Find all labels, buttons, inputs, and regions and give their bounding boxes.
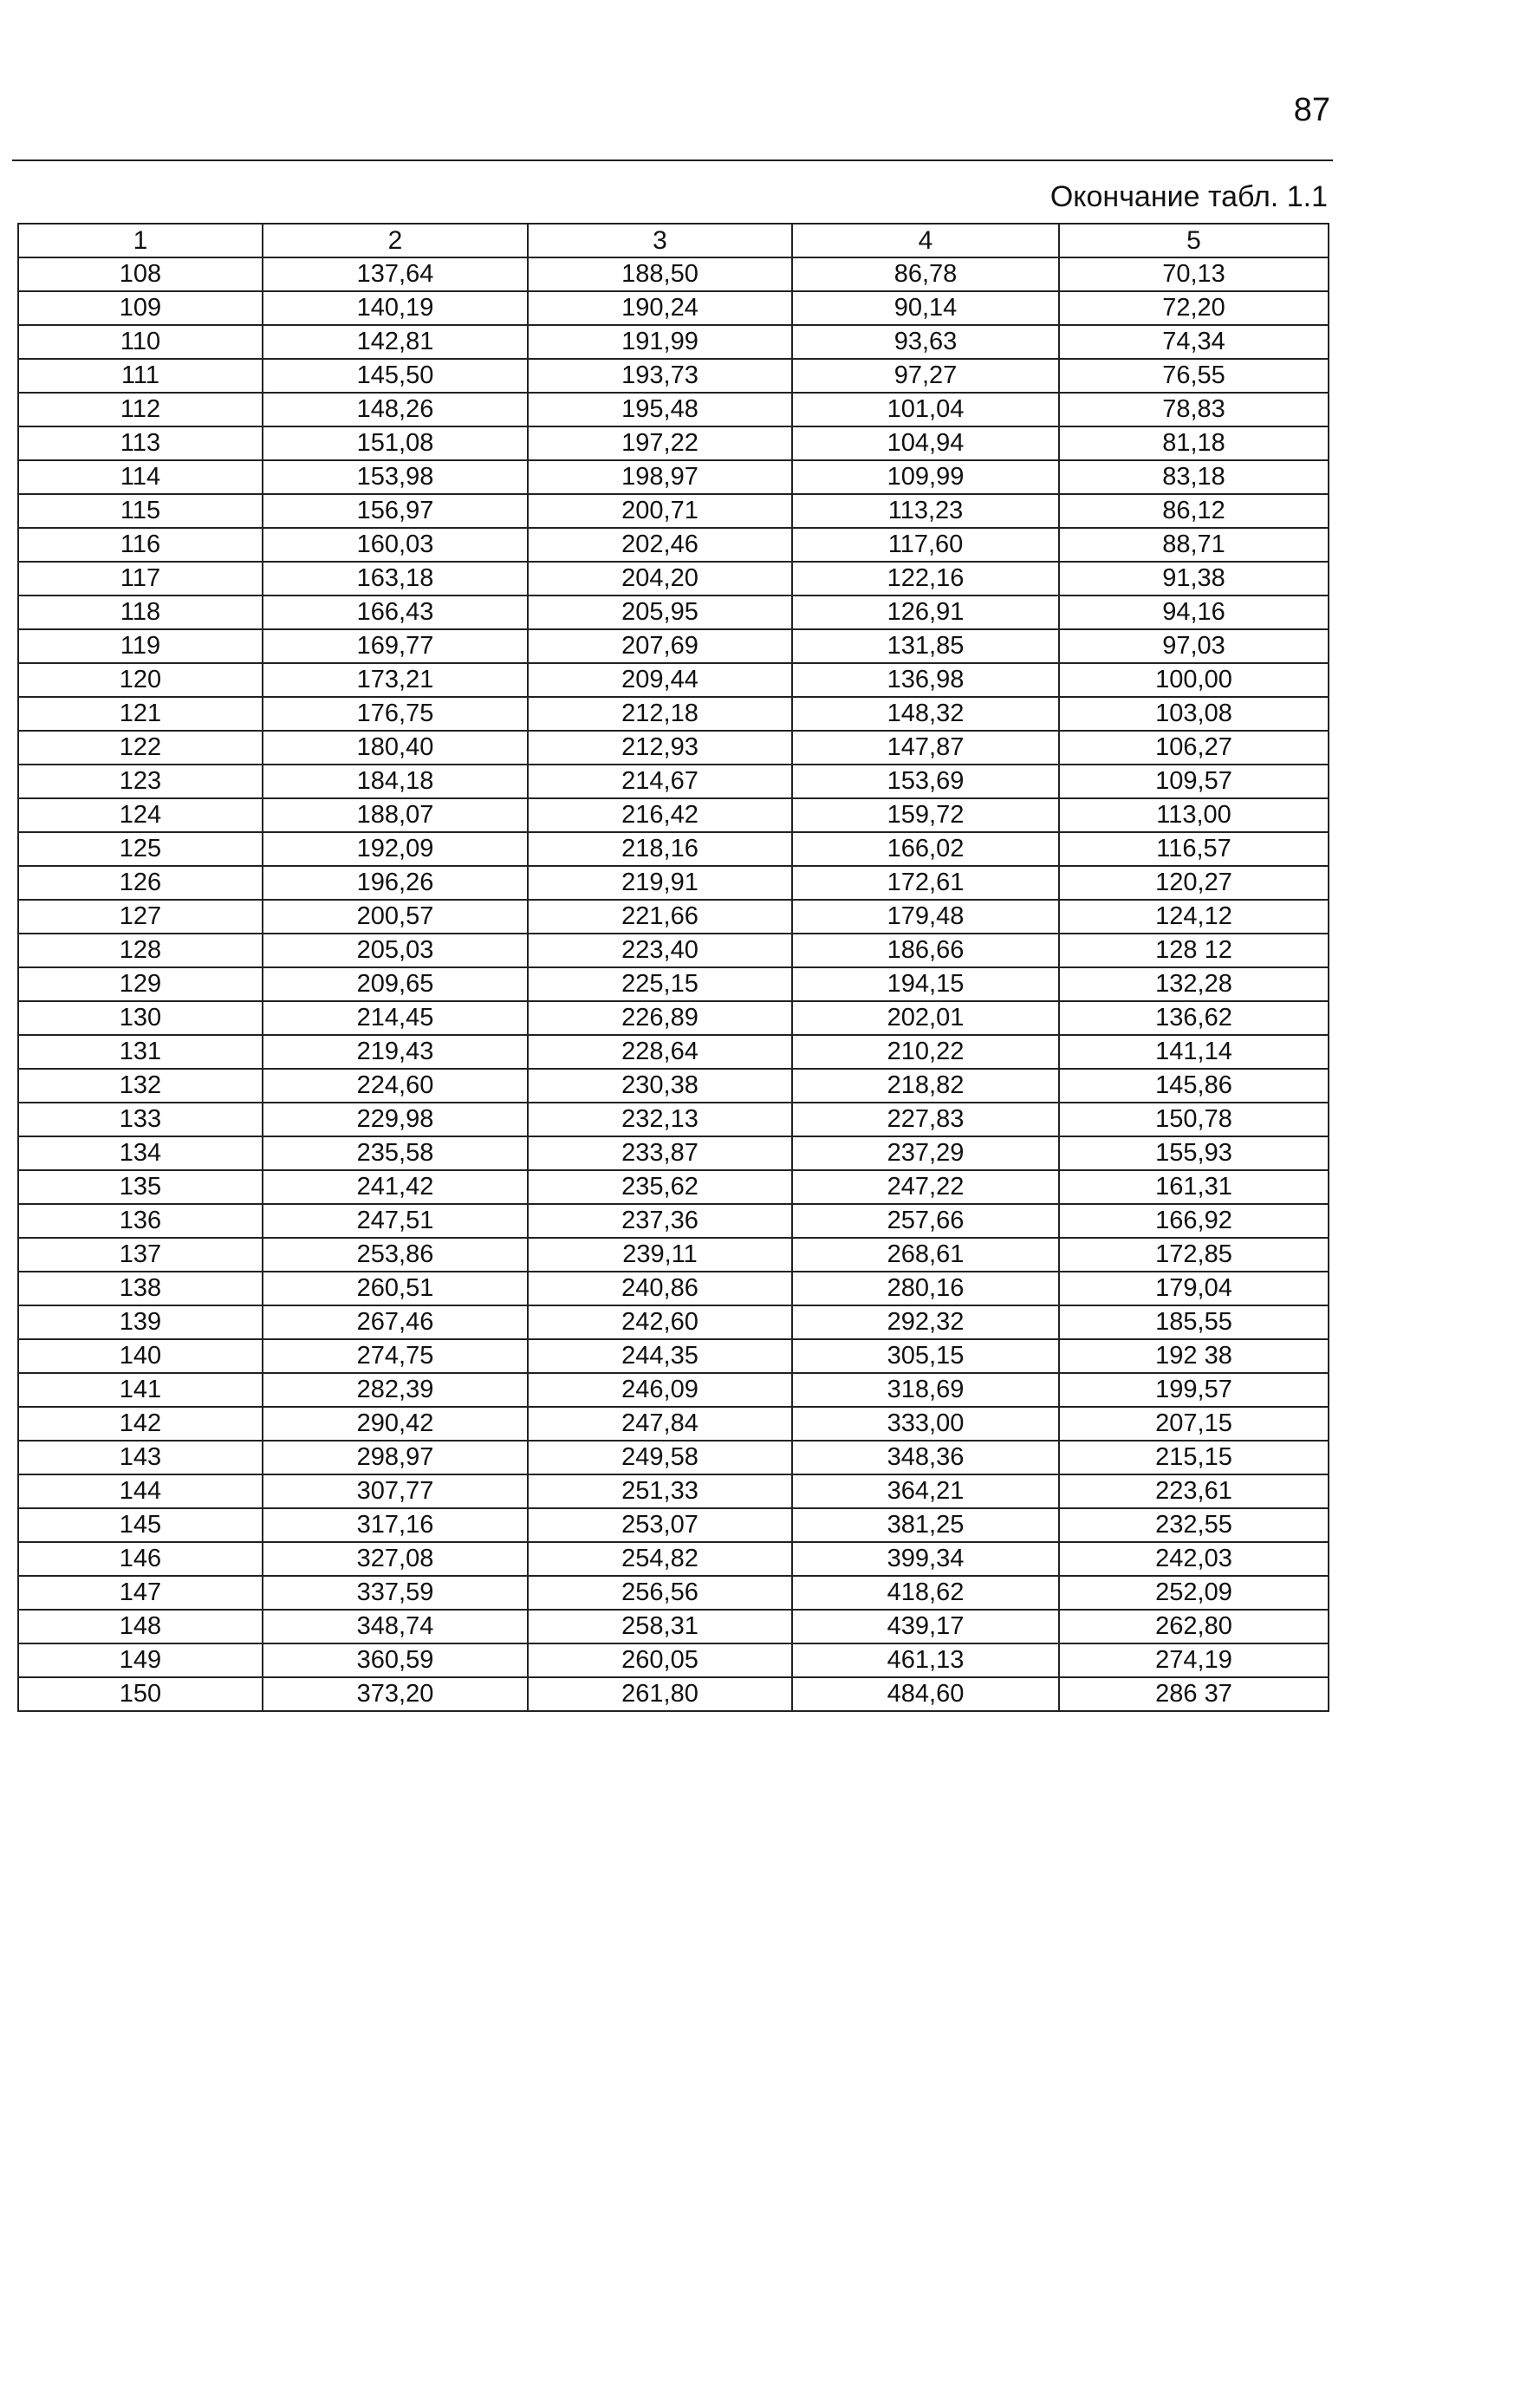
table-cell: 120,27	[1059, 866, 1329, 900]
table-cell: 209,44	[528, 663, 792, 697]
table-row	[18, 460, 1329, 494]
table-cell: 140,19	[263, 291, 528, 325]
table-cell: 176,75	[263, 697, 528, 731]
table-cell: 307,77	[263, 1474, 528, 1508]
table-row	[18, 663, 1329, 697]
table-cell: 195,48	[528, 393, 792, 426]
table-cell: 116,57	[1059, 832, 1329, 866]
table-cell: 103,08	[1059, 697, 1329, 731]
table-cell: 130	[18, 1001, 263, 1035]
table-cell: 150,78	[1059, 1103, 1329, 1136]
table-cell: 235,62	[528, 1170, 792, 1204]
table-cell: 317,16	[263, 1508, 528, 1542]
table-cell: 337,59	[263, 1576, 528, 1610]
table-row	[18, 900, 1329, 934]
table-cell: 132	[18, 1069, 263, 1103]
table-cell: 214,67	[528, 765, 792, 798]
table-row	[18, 1170, 1329, 1204]
table-cell: 159,72	[792, 798, 1059, 832]
table-cell: 145,50	[263, 359, 528, 393]
table-cell: 134	[18, 1136, 263, 1170]
table-cell: 104,94	[792, 426, 1059, 460]
table-cell: 274,19	[1059, 1643, 1329, 1677]
table-cell: 241,42	[263, 1170, 528, 1204]
table-cell: 144	[18, 1474, 263, 1508]
table-cell: 153,69	[792, 765, 1059, 798]
table-cell: 247,84	[528, 1407, 792, 1441]
table-cell: 148,32	[792, 697, 1059, 731]
table-cell: 70,13	[1059, 257, 1329, 291]
table-cell: 242,03	[1059, 1542, 1329, 1576]
table-cell: 290,42	[263, 1407, 528, 1441]
table-cell: 115	[18, 494, 263, 528]
table-caption: Окончание табл. 1.1	[1049, 180, 1328, 213]
table-cell: 260,05	[528, 1643, 792, 1677]
table-cell: 232,55	[1059, 1508, 1329, 1542]
table-cell: 135	[18, 1170, 263, 1204]
table-cell: 267,46	[263, 1305, 528, 1339]
table-cell: 226,89	[528, 1001, 792, 1035]
column-header: 2	[263, 224, 528, 257]
table-cell: 233,87	[528, 1136, 792, 1170]
table-cell: 78,83	[1059, 393, 1329, 426]
table-cell: 418,62	[792, 1576, 1059, 1610]
table-cell: 240,86	[528, 1272, 792, 1305]
table-cell: 173,21	[263, 663, 528, 697]
table-cell: 268,61	[792, 1238, 1059, 1272]
table-row	[18, 765, 1329, 798]
table-row	[18, 967, 1329, 1001]
table-cell: 191,99	[528, 325, 792, 359]
table-cell: 185,55	[1059, 1305, 1329, 1339]
table-cell: 218,82	[792, 1069, 1059, 1103]
table-cell: 145,86	[1059, 1069, 1329, 1103]
table-row	[18, 1103, 1329, 1136]
table-cell: 94,16	[1059, 595, 1329, 629]
table-cell: 142	[18, 1407, 263, 1441]
table-row	[18, 595, 1329, 629]
table-cell: 74,34	[1059, 325, 1329, 359]
table-cell: 216,42	[528, 798, 792, 832]
table-cell: 142,81	[263, 325, 528, 359]
table-cell: 163,18	[263, 562, 528, 595]
table-cell: 219,43	[263, 1035, 528, 1069]
table-cell: 210,22	[792, 1035, 1059, 1069]
table-cell: 188,07	[263, 798, 528, 832]
table-cell: 172,85	[1059, 1238, 1329, 1272]
table-cell: 204,20	[528, 562, 792, 595]
table-cell: 136,98	[792, 663, 1059, 697]
table-cell: 192 38	[1059, 1339, 1329, 1373]
table-cell: 114	[18, 460, 263, 494]
table-cell: 197,22	[528, 426, 792, 460]
table-cell: 364,21	[792, 1474, 1059, 1508]
table-cell: 100,00	[1059, 663, 1329, 697]
table-cell: 228,64	[528, 1035, 792, 1069]
table-row	[18, 359, 1329, 393]
table-cell: 333,00	[792, 1407, 1059, 1441]
table-cell: 260,51	[263, 1272, 528, 1305]
table-cell: 166,02	[792, 832, 1059, 866]
table-cell: 305,15	[792, 1339, 1059, 1373]
table-row	[18, 1407, 1329, 1441]
table-cell: 106,27	[1059, 731, 1329, 765]
table-cell: 348,36	[792, 1441, 1059, 1474]
table-cell: 90,14	[792, 291, 1059, 325]
table-cell: 232,13	[528, 1103, 792, 1136]
table-cell: 122,16	[792, 562, 1059, 595]
table-cell: 112	[18, 393, 263, 426]
table-cell: 292,32	[792, 1305, 1059, 1339]
table-row	[18, 494, 1329, 528]
table-cell: 150	[18, 1677, 263, 1711]
table-cell: 246,09	[528, 1373, 792, 1407]
table-cell: 179,48	[792, 900, 1059, 934]
table-cell: 97,03	[1059, 629, 1329, 663]
table-cell: 88,71	[1059, 528, 1329, 562]
table-cell: 214,45	[263, 1001, 528, 1035]
table-cell: 219,91	[528, 866, 792, 900]
table-cell: 221,66	[528, 900, 792, 934]
table-row	[18, 1136, 1329, 1170]
table-cell: 373,20	[263, 1677, 528, 1711]
table-cell: 86,78	[792, 257, 1059, 291]
table-cell: 124,12	[1059, 900, 1329, 934]
table-cell: 169,77	[263, 629, 528, 663]
table-cell: 190,24	[528, 291, 792, 325]
table-cell: 91,38	[1059, 562, 1329, 595]
table-row	[18, 731, 1329, 765]
table-cell: 151,08	[263, 426, 528, 460]
table-cell: 117,60	[792, 528, 1059, 562]
table-cell: 218,16	[528, 832, 792, 866]
table-cell: 119	[18, 629, 263, 663]
table-cell: 140	[18, 1339, 263, 1373]
table-cell: 124	[18, 798, 263, 832]
table-row	[18, 291, 1329, 325]
table-cell: 76,55	[1059, 359, 1329, 393]
table-row	[18, 1373, 1329, 1407]
table-row	[18, 1272, 1329, 1305]
table-cell: 109,57	[1059, 765, 1329, 798]
table-cell: 101,04	[792, 393, 1059, 426]
table-row	[18, 393, 1329, 426]
table-cell: 122	[18, 731, 263, 765]
table-cell: 137,64	[263, 257, 528, 291]
table-cell: 237,36	[528, 1204, 792, 1238]
table-cell: 237,29	[792, 1136, 1059, 1170]
column-number-row	[18, 224, 1329, 257]
table-cell: 126,91	[792, 595, 1059, 629]
table-cell: 109,99	[792, 460, 1059, 494]
table-cell: 113,23	[792, 494, 1059, 528]
table-cell: 198,97	[528, 460, 792, 494]
table-cell: 348,74	[263, 1610, 528, 1643]
table-cell: 192,09	[263, 832, 528, 866]
table-cell: 252,09	[1059, 1576, 1329, 1610]
table-cell: 186,66	[792, 934, 1059, 967]
table-cell: 225,15	[528, 967, 792, 1001]
table-cell: 108	[18, 257, 263, 291]
table-row	[18, 325, 1329, 359]
table-row	[18, 697, 1329, 731]
table-row	[18, 1069, 1329, 1103]
table-cell: 230,38	[528, 1069, 792, 1103]
table-cell: 125	[18, 832, 263, 866]
table-row	[18, 1643, 1329, 1677]
table-cell: 120	[18, 663, 263, 697]
column-header: 3	[528, 224, 792, 257]
table-cell: 137	[18, 1238, 263, 1272]
table-cell: 202,46	[528, 528, 792, 562]
table-cell: 128	[18, 934, 263, 967]
table-row	[18, 1677, 1329, 1711]
table-cell: 244,35	[528, 1339, 792, 1373]
table-cell: 133	[18, 1103, 263, 1136]
table-cell: 261,80	[528, 1677, 792, 1711]
table-cell: 113,00	[1059, 798, 1329, 832]
table-cell: 129	[18, 967, 263, 1001]
table-row	[18, 1305, 1329, 1339]
table-cell: 253,07	[528, 1508, 792, 1542]
table-cell: 97,27	[792, 359, 1059, 393]
table-cell: 461,13	[792, 1643, 1059, 1677]
table-cell: 262,80	[1059, 1610, 1329, 1643]
table-row	[18, 832, 1329, 866]
column-header: 5	[1059, 224, 1329, 257]
table-cell: 227,83	[792, 1103, 1059, 1136]
table-cell: 257,66	[792, 1204, 1059, 1238]
table-cell: 109	[18, 291, 263, 325]
table-cell: 123	[18, 765, 263, 798]
column-header: 1	[18, 224, 263, 257]
table-cell: 172,61	[792, 866, 1059, 900]
page-number: 87	[1293, 92, 1330, 128]
table-cell: 188,50	[528, 257, 792, 291]
table-cell: 139	[18, 1305, 263, 1339]
table-cell: 399,34	[792, 1542, 1059, 1576]
table-cell: 126	[18, 866, 263, 900]
table-cell: 207,69	[528, 629, 792, 663]
table-row	[18, 1035, 1329, 1069]
table-cell: 155,93	[1059, 1136, 1329, 1170]
table-row	[18, 1508, 1329, 1542]
table-cell: 360,59	[263, 1643, 528, 1677]
table-cell: 200,57	[263, 900, 528, 934]
table-row	[18, 798, 1329, 832]
table-cell: 131,85	[792, 629, 1059, 663]
table-cell: 184,18	[263, 765, 528, 798]
table-cell: 205,03	[263, 934, 528, 967]
data-table	[17, 223, 1329, 1712]
table-cell: 156,97	[263, 494, 528, 528]
table-cell: 166,43	[263, 595, 528, 629]
table-row	[18, 562, 1329, 595]
table-row	[18, 1576, 1329, 1610]
table-cell: 86,12	[1059, 494, 1329, 528]
table-cell: 212,18	[528, 697, 792, 731]
table-row	[18, 1001, 1329, 1035]
table-cell: 199,57	[1059, 1373, 1329, 1407]
table-cell: 298,97	[263, 1441, 528, 1474]
table-cell: 161,31	[1059, 1170, 1329, 1204]
table-cell: 256,56	[528, 1576, 792, 1610]
table-cell: 180,40	[263, 731, 528, 765]
table-cell: 247,51	[263, 1204, 528, 1238]
table-cell: 160,03	[263, 528, 528, 562]
table-cell: 121	[18, 697, 263, 731]
table-row	[18, 866, 1329, 900]
table-cell: 179,04	[1059, 1272, 1329, 1305]
table-cell: 147	[18, 1576, 263, 1610]
table-cell: 131	[18, 1035, 263, 1069]
table-cell: 132,28	[1059, 967, 1329, 1001]
table-cell: 83,18	[1059, 460, 1329, 494]
table-cell: 117	[18, 562, 263, 595]
table-cell: 207,15	[1059, 1407, 1329, 1441]
table-cell: 113	[18, 426, 263, 460]
header-rule	[12, 159, 1333, 161]
table-cell: 224,60	[263, 1069, 528, 1103]
table-cell: 147,87	[792, 731, 1059, 765]
table-row	[18, 1339, 1329, 1373]
table-cell: 484,60	[792, 1677, 1059, 1711]
table-cell: 141,14	[1059, 1035, 1329, 1069]
table-cell: 282,39	[263, 1373, 528, 1407]
table-cell: 239,11	[528, 1238, 792, 1272]
table-cell: 439,17	[792, 1610, 1059, 1643]
table-cell: 200,71	[528, 494, 792, 528]
table-cell: 72,20	[1059, 291, 1329, 325]
table-cell: 194,15	[792, 967, 1059, 1001]
table-cell: 118	[18, 595, 263, 629]
table-cell: 127	[18, 900, 263, 934]
table-cell: 249,58	[528, 1441, 792, 1474]
column-header: 4	[792, 224, 1059, 257]
table-row	[18, 426, 1329, 460]
table-cell: 141	[18, 1373, 263, 1407]
table-cell: 223,40	[528, 934, 792, 967]
table-cell: 327,08	[263, 1542, 528, 1576]
table-row	[18, 257, 1329, 291]
table-cell: 258,31	[528, 1610, 792, 1643]
table-cell: 145	[18, 1508, 263, 1542]
table-cell: 274,75	[263, 1339, 528, 1373]
table-row	[18, 1441, 1329, 1474]
table-row	[18, 1238, 1329, 1272]
table-cell: 81,18	[1059, 426, 1329, 460]
table-body	[18, 224, 1329, 1711]
table-row	[18, 528, 1329, 562]
table-row	[18, 1474, 1329, 1508]
table-cell: 146	[18, 1542, 263, 1576]
table-cell: 166,92	[1059, 1204, 1329, 1238]
table-row	[18, 1204, 1329, 1238]
table-cell: 229,98	[263, 1103, 528, 1136]
table-cell: 205,95	[528, 595, 792, 629]
table-cell: 215,15	[1059, 1441, 1329, 1474]
table-row	[18, 1542, 1329, 1576]
table-cell: 251,33	[528, 1474, 792, 1508]
table-cell: 128 12	[1059, 934, 1329, 967]
table-cell: 209,65	[263, 967, 528, 1001]
table-cell: 247,22	[792, 1170, 1059, 1204]
table-cell: 149	[18, 1643, 263, 1677]
table-row	[18, 934, 1329, 967]
table-cell: 223,61	[1059, 1474, 1329, 1508]
table-cell: 280,16	[792, 1272, 1059, 1305]
table-cell: 212,93	[528, 731, 792, 765]
table-row	[18, 629, 1329, 663]
table-cell: 286 37	[1059, 1677, 1329, 1711]
table-cell: 148	[18, 1610, 263, 1643]
table-cell: 116	[18, 528, 263, 562]
table-cell: 254,82	[528, 1542, 792, 1576]
table-cell: 242,60	[528, 1305, 792, 1339]
table-cell: 138	[18, 1272, 263, 1305]
table-cell: 143	[18, 1441, 263, 1474]
table-cell: 253,86	[263, 1238, 528, 1272]
table-row	[18, 1610, 1329, 1643]
table-cell: 136,62	[1059, 1001, 1329, 1035]
table-cell: 93,63	[792, 325, 1059, 359]
table-cell: 148,26	[263, 393, 528, 426]
table-cell: 196,26	[263, 866, 528, 900]
table-cell: 111	[18, 359, 263, 393]
table-cell: 193,73	[528, 359, 792, 393]
table-cell: 110	[18, 325, 263, 359]
table-cell: 136	[18, 1204, 263, 1238]
table-cell: 381,25	[792, 1508, 1059, 1542]
table-cell: 153,98	[263, 460, 528, 494]
table-cell: 235,58	[263, 1136, 528, 1170]
table-cell: 318,69	[792, 1373, 1059, 1407]
table-cell: 202,01	[792, 1001, 1059, 1035]
